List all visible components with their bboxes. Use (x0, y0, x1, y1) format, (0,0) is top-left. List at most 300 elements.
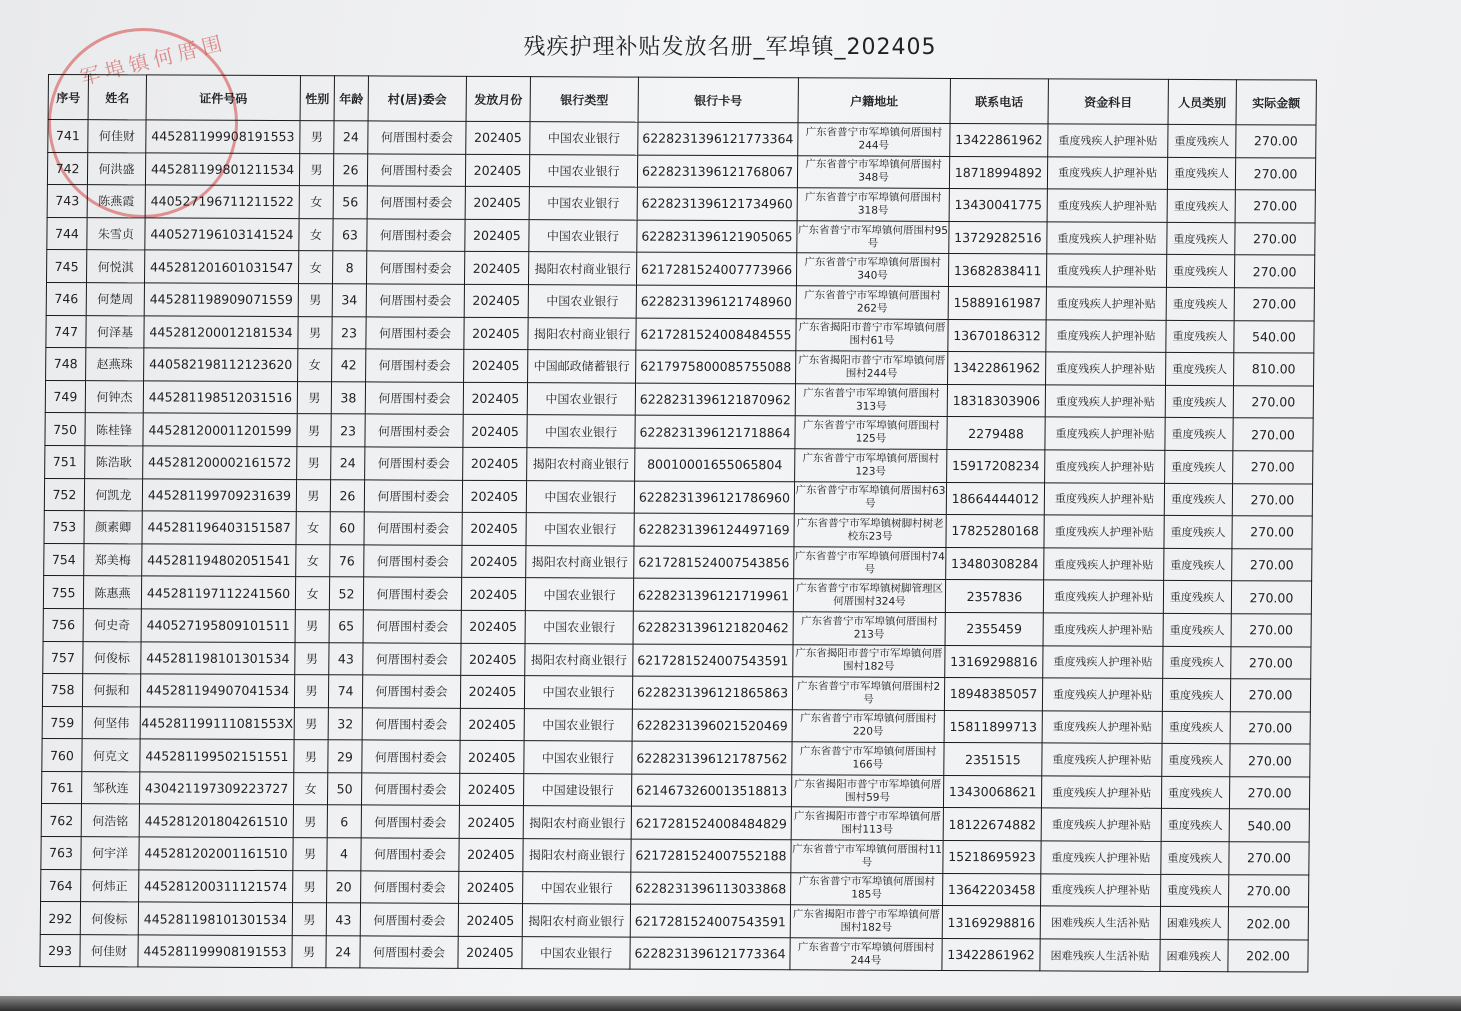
person-category-cell: 重度残疾人 (1165, 450, 1233, 483)
gender-cell: 女 (296, 544, 330, 577)
id-number-cell: 445281200011201599 (143, 413, 297, 446)
bank-type-cell: 揭阳农村商业银行 (527, 448, 635, 481)
table-row (46, 282, 1314, 320)
household-address-cell: 广东省普宁市军埠镇何厝围村166号 (792, 742, 944, 775)
fund-item-cell: 重度残疾人护理补贴 (1042, 678, 1162, 711)
phone-cell: 2279488 (947, 417, 1045, 450)
bank-card-cell: 6214673260013518813 (631, 774, 791, 807)
person-category-cell: 重度残疾人 (1166, 320, 1234, 353)
fund-item-cell: 重度残疾人护理补贴 (1042, 743, 1162, 776)
village-committee-cell: 何厝围村委会 (367, 186, 465, 219)
seq-cell: 748 (46, 348, 86, 381)
village-committee-cell: 何厝围村委会 (360, 936, 458, 969)
id-number-cell: 445281198909071559 (144, 283, 298, 316)
age-cell: 42 (332, 349, 366, 382)
issue-month-cell: 202405 (464, 252, 528, 285)
phone-cell: 18122674882 (943, 808, 1041, 841)
table-row (41, 837, 1309, 875)
person-category-cell: 重度残疾人 (1167, 157, 1235, 190)
col-age-header: 年龄 (334, 76, 368, 121)
roster-table (39, 74, 1317, 973)
phone-cell: 15889161987 (948, 286, 1046, 319)
gender-cell: 男 (294, 707, 328, 740)
table-body (40, 120, 1316, 973)
issue-month-cell: 202405 (460, 741, 524, 774)
table-row (40, 902, 1308, 940)
seq-cell: 763 (41, 837, 81, 870)
id-number-cell: 445281199502151551 (140, 739, 294, 772)
col-name-header: 姓名 (88, 75, 146, 120)
amount-cell: 270.00 (1232, 483, 1312, 516)
id-number-cell: 445281199111081553X (140, 707, 294, 740)
phone-cell: 13480308284 (946, 547, 1044, 580)
bank-type-cell: 揭阳农村商业银行 (526, 545, 634, 578)
id-number-cell: 440527196103141524 (145, 218, 299, 251)
age-cell: 50 (327, 773, 361, 806)
bank-type-cell: 中国农业银行 (527, 382, 635, 415)
amount-cell: 540.00 (1234, 320, 1314, 353)
issue-month-cell: 202405 (463, 447, 527, 480)
bank-type-cell: 中国农业银行 (525, 578, 633, 611)
age-cell: 65 (329, 610, 363, 643)
amount-cell: 270.00 (1231, 614, 1311, 647)
id-number-cell: 440582198112123620 (144, 348, 298, 381)
village-committee-cell: 何厝围村委会 (361, 805, 459, 838)
name-cell: 何楚周 (86, 283, 144, 316)
village-committee-cell: 何厝围村委会 (361, 871, 459, 904)
household-address-cell: 广东省揭阳市普宁市军埠镇何厝围村61号 (796, 318, 948, 351)
bank-card-cell: 6228231396121734960 (637, 187, 797, 220)
phone-cell: 13729282516 (949, 221, 1047, 254)
name-cell: 陈燕霞 (87, 185, 145, 218)
seq-cell: 293 (40, 934, 80, 967)
name-cell: 何凯龙 (84, 478, 142, 511)
bank-type-cell: 中国农业银行 (530, 122, 638, 155)
bank-card-cell: 6217281524007773966 (636, 252, 796, 285)
table-row (44, 543, 1312, 581)
header-row (48, 75, 1316, 126)
age-cell: 4 (327, 838, 361, 871)
seq-cell: 761 (41, 771, 81, 804)
bank-card-cell: 6217281524008484829 (631, 807, 791, 840)
issue-month-cell: 202405 (459, 806, 523, 839)
person-category-cell: 重度残疾人 (1165, 418, 1233, 451)
age-cell: 43 (326, 903, 360, 936)
seq-cell: 743 (47, 185, 87, 218)
bank-type-cell: 中国农业银行 (528, 285, 636, 318)
roster-table-container (39, 74, 1317, 973)
seq-cell: 751 (45, 445, 85, 478)
person-category-cell: 重度残疾人 (1166, 353, 1234, 386)
seq-cell: 759 (42, 706, 82, 739)
village-committee-cell: 何厝围村委会 (366, 284, 464, 317)
issue-month-cell: 202405 (458, 936, 522, 969)
village-committee-cell: 何厝围村委会 (366, 251, 464, 284)
household-address-cell: 广东省揭阳市普宁市军埠镇何厝围村113号 (791, 807, 943, 840)
col-issue-month-header: 发放月份 (466, 76, 530, 121)
age-cell: 26 (330, 479, 364, 512)
household-address-cell: 广东省普宁市军埠镇何厝围村244号 (798, 123, 950, 156)
person-category-cell: 重度残疾人 (1161, 874, 1229, 907)
amount-cell: 270.00 (1234, 255, 1314, 288)
phone-cell: 15218695923 (943, 841, 1041, 874)
household-address-cell: 广东省揭阳市普宁市军埠镇何厝围村59号 (791, 775, 943, 808)
name-cell: 陈惠燕 (83, 576, 141, 609)
gender-cell: 男 (299, 153, 333, 186)
bank-card-cell: 6217281524008484555 (636, 318, 796, 351)
gender-cell: 男 (294, 740, 328, 773)
person-category-cell: 重度残疾人 (1164, 483, 1232, 516)
gender-cell: 男 (292, 935, 326, 968)
seq-cell: 744 (47, 217, 87, 250)
col-gender-header: 性别 (300, 76, 334, 121)
id-number-cell: 445281202001161510 (139, 837, 293, 870)
person-category-cell: 重度残疾人 (1167, 222, 1235, 255)
bank-card-cell: 6228231396121768067 (637, 155, 797, 188)
person-category-cell: 重度残疾人 (1161, 809, 1229, 842)
name-cell: 何洪盛 (87, 152, 145, 185)
person-category-cell: 重度残疾人 (1167, 190, 1235, 223)
seq-cell: 747 (46, 315, 86, 348)
phone-cell: 13642203458 (943, 873, 1041, 906)
phone-cell: 13430041775 (949, 189, 1047, 222)
seq-cell: 757 (43, 641, 83, 674)
amount-cell: 202.00 (1228, 940, 1308, 973)
seq-cell: 742 (47, 152, 87, 185)
name-cell: 陈浩耿 (85, 446, 143, 479)
bank-type-cell: 中国邮政储蓄银行 (528, 350, 636, 383)
amount-cell: 270.00 (1231, 581, 1311, 614)
village-committee-cell: 何厝围村委会 (364, 479, 462, 512)
phone-cell: 13430068621 (943, 775, 1041, 808)
amount-cell: 270.00 (1232, 548, 1312, 581)
seq-cell: 292 (40, 902, 80, 935)
name-cell: 朱雪贞 (87, 217, 145, 250)
name-cell: 何浩铭 (81, 804, 139, 837)
household-address-cell: 广东省普宁市军埠镇何厝围村213号 (793, 612, 945, 645)
phone-cell: 15811899713 (944, 710, 1042, 743)
age-cell: 74 (328, 675, 362, 708)
fund-item-cell: 重度残疾人护理补贴 (1046, 319, 1166, 352)
name-cell: 何泽基 (86, 315, 144, 348)
col-seq-header: 序号 (48, 75, 88, 120)
phone-cell: 2351515 (944, 743, 1042, 776)
seq-cell: 746 (46, 282, 86, 315)
fund-item-cell: 重度残疾人护理补贴 (1046, 287, 1166, 320)
name-cell: 何史奇 (83, 609, 141, 642)
fund-item-cell: 重度残疾人护理补贴 (1046, 254, 1166, 287)
col-bank-type-header: 银行类型 (530, 77, 638, 122)
amount-cell: 270.00 (1228, 874, 1308, 907)
amount-cell: 202.00 (1228, 907, 1308, 940)
table-row (42, 674, 1310, 712)
bank-type-cell: 中国农业银行 (526, 513, 634, 546)
issue-month-cell: 202405 (465, 219, 529, 252)
table-row (45, 445, 1313, 483)
issue-month-cell: 202405 (464, 284, 528, 317)
fund-item-cell: 重度残疾人护理补贴 (1047, 189, 1167, 222)
bank-type-cell: 中国农业银行 (524, 676, 632, 709)
gender-cell: 男 (295, 610, 329, 643)
age-cell: 26 (333, 153, 367, 186)
bank-card-cell: 6228231396121773364 (630, 937, 790, 970)
table-row (46, 348, 1314, 386)
bank-card-cell: 80010001655065804 (635, 448, 795, 481)
bank-card-cell: 6228231396121787562 (632, 741, 792, 774)
village-committee-cell: 何厝围村委会 (365, 414, 463, 447)
phone-cell: 18948385057 (944, 678, 1042, 711)
person-category-cell: 重度残疾人 (1163, 581, 1231, 614)
issue-month-cell: 202405 (458, 904, 522, 937)
household-address-cell: 广东省普宁市军埠镇何厝围村125号 (795, 416, 947, 449)
household-address-cell: 广东省揭阳市普宁市军埠镇何厝围村182号 (790, 905, 942, 938)
household-address-cell: 广东省普宁市军埠镇何厝围村2号 (792, 677, 944, 710)
village-committee-cell: 何厝围村委会 (363, 610, 461, 643)
table-row (47, 185, 1315, 223)
table-row (47, 217, 1315, 255)
phone-cell: 13169298816 (942, 906, 1040, 939)
col-amount-header: 实际金额 (1236, 80, 1316, 125)
household-address-cell: 广东省普宁市军埠镇何厝围村318号 (797, 188, 949, 221)
age-cell: 20 (327, 870, 361, 903)
gender-cell: 女 (298, 349, 332, 382)
bank-card-cell: 6228231396121748960 (636, 285, 796, 318)
village-committee-cell: 何厝围村委会 (364, 512, 462, 545)
name-cell: 邹秋连 (81, 772, 139, 805)
age-cell: 63 (333, 219, 367, 252)
table-row (46, 315, 1314, 353)
household-address-cell: 广东省普宁市军埠镇何厝围村185号 (791, 872, 943, 905)
gender-cell: 男 (300, 121, 334, 154)
household-address-cell: 广东省普宁市军埠镇何厝围村74号 (794, 546, 946, 579)
age-cell: 29 (328, 740, 362, 773)
issue-month-cell: 202405 (465, 154, 529, 187)
village-committee-cell: 何厝围村委会 (365, 382, 463, 415)
household-address-cell: 广东省普宁市军埠镇何厝围村11号 (791, 840, 943, 873)
id-number-cell: 440527196711211522 (145, 185, 299, 218)
bank-card-cell: 6228231396121718864 (635, 415, 795, 448)
name-cell: 何振和 (82, 674, 140, 707)
household-address-cell: 广东省普宁市军埠镇树脚管理区何厝围村324号 (793, 579, 945, 612)
issue-month-cell: 202405 (459, 838, 523, 871)
bank-card-cell: 6217281524007543591 (630, 904, 790, 937)
table-row (42, 739, 1310, 777)
fund-item-cell: 重度残疾人护理补贴 (1046, 352, 1166, 385)
seq-cell: 754 (44, 543, 84, 576)
bank-type-cell: 揭阳农村商业银行 (523, 839, 631, 872)
seq-cell: 764 (41, 869, 81, 902)
fund-item-cell: 重度残疾人护理补贴 (1045, 417, 1165, 450)
amount-cell: 270.00 (1235, 190, 1315, 223)
age-cell: 23 (331, 414, 365, 447)
id-number-cell: 445281200311121574 (139, 870, 293, 903)
gender-cell: 男 (298, 316, 332, 349)
village-committee-cell: 何厝围村委会 (363, 577, 461, 610)
age-cell: 8 (332, 251, 366, 284)
gender-cell: 女 (299, 218, 333, 251)
table-row (41, 804, 1309, 842)
col-bank-card-header: 银行卡号 (638, 77, 798, 123)
amount-cell: 270.00 (1229, 842, 1309, 875)
seq-cell: 753 (44, 511, 84, 544)
seal-text: 军埠镇何厝围 (77, 30, 230, 90)
table-row (43, 576, 1311, 614)
gender-cell: 男 (293, 870, 327, 903)
seq-cell: 756 (43, 608, 83, 641)
gender-cell: 女 (295, 577, 329, 610)
col-person-category-header: 人员类别 (1168, 79, 1236, 124)
person-category-cell: 重度残疾人 (1166, 255, 1234, 288)
id-number-cell: 440527195809101511 (141, 609, 295, 642)
household-address-cell: 广东省普宁市军埠镇何厝围村348号 (797, 155, 949, 188)
amount-cell: 270.00 (1235, 157, 1315, 190)
bank-type-cell: 中国农业银行 (526, 480, 634, 513)
phone-cell: 15917208234 (947, 449, 1045, 482)
gender-cell: 男 (297, 414, 331, 447)
age-cell: 56 (333, 186, 367, 219)
fund-item-cell: 重度残疾人护理补贴 (1041, 776, 1161, 809)
amount-cell: 270.00 (1235, 222, 1315, 255)
table-row (40, 934, 1308, 972)
household-address-cell: 广东省普宁市军埠镇何厝围村63号 (794, 481, 946, 514)
bank-type-cell: 中国农业银行 (527, 415, 635, 448)
person-category-cell: 重度残疾人 (1166, 287, 1234, 320)
fund-item-cell: 重度残疾人护理补贴 (1041, 874, 1161, 907)
col-household-address-header: 户籍地址 (798, 78, 950, 124)
village-committee-cell: 何厝围村委会 (365, 447, 463, 480)
name-cell: 赵燕珠 (86, 348, 144, 381)
id-number-cell: 445281199801211534 (145, 153, 299, 186)
village-committee-cell: 何厝围村委会 (367, 153, 465, 186)
id-number-cell: 445281200002161572 (143, 446, 297, 479)
bank-card-cell: 6228231396113033868 (631, 872, 791, 905)
amount-cell: 270.00 (1233, 418, 1313, 451)
id-number-cell: 445281201804261510 (139, 804, 293, 837)
gender-cell: 男 (295, 642, 329, 675)
issue-month-cell: 202405 (465, 187, 529, 220)
issue-month-cell: 202405 (462, 480, 526, 513)
table-row (44, 478, 1312, 516)
age-cell: 52 (329, 577, 363, 610)
phone-cell: 13422861962 (948, 352, 1046, 385)
seq-cell: 741 (48, 120, 88, 153)
issue-month-cell: 202405 (464, 349, 528, 382)
age-cell: 43 (329, 642, 363, 675)
bank-type-cell: 中国农业银行 (529, 154, 637, 187)
bank-card-cell: 6228231396121905065 (637, 220, 797, 253)
id-number-cell: 445281201601031547 (144, 250, 298, 283)
phone-cell: 13169298816 (945, 645, 1043, 678)
household-address-cell: 广东省揭阳市普宁市军埠镇何厝围村244号 (796, 351, 948, 384)
id-number-cell: 445281198101301534 (141, 641, 295, 674)
person-category-cell: 重度残疾人 (1163, 613, 1231, 646)
household-address-cell: 广东省普宁市军埠镇树脚村树老校东23号 (794, 514, 946, 547)
village-committee-cell: 何厝围村委会 (361, 838, 459, 871)
name-cell: 何炜正 (81, 869, 139, 902)
household-address-cell: 广东省普宁市军埠镇何厝围村123号 (795, 449, 947, 482)
village-committee-cell: 何厝围村委会 (366, 316, 464, 349)
person-category-cell: 重度残疾人 (1162, 744, 1230, 777)
fund-item-cell: 重度残疾人护理补贴 (1043, 613, 1163, 646)
village-committee-cell: 何厝围村委会 (367, 219, 465, 252)
bank-type-cell: 揭阳农村商业银行 (528, 317, 636, 350)
table-row (48, 120, 1316, 158)
phone-cell: 13670186312 (948, 319, 1046, 352)
table-row (43, 641, 1311, 679)
fund-item-cell: 重度残疾人护理补贴 (1043, 645, 1163, 678)
bank-card-cell: 6217975800085755088 (636, 350, 796, 383)
village-committee-cell: 何厝围村委会 (362, 740, 460, 773)
age-cell: 34 (332, 284, 366, 317)
seq-cell: 749 (45, 380, 85, 413)
person-category-cell: 重度残疾人 (1161, 776, 1229, 809)
fund-item-cell: 重度残疾人护理补贴 (1044, 515, 1164, 548)
id-number-cell: 445281196403151587 (142, 511, 296, 544)
name-cell: 何坚伟 (82, 706, 140, 739)
age-cell: 32 (328, 707, 362, 740)
phone-cell: 2357836 (945, 580, 1043, 613)
phone-cell: 13422861962 (950, 123, 1048, 156)
gender-cell: 男 (296, 479, 330, 512)
table-row (45, 413, 1313, 451)
gender-cell: 男 (298, 284, 332, 317)
person-category-cell: 重度残疾人 (1164, 548, 1232, 581)
household-address-cell: 广东省普宁市军埠镇何厝围村340号 (796, 253, 948, 286)
bank-type-cell: 揭阳农村商业银行 (523, 806, 631, 839)
bank-card-cell: 6217281524007552188 (631, 839, 791, 872)
issue-month-cell: 202405 (466, 121, 530, 154)
person-category-cell: 重度残疾人 (1168, 124, 1236, 157)
name-cell: 何悦淇 (86, 250, 144, 283)
fund-item-cell: 重度残疾人护理补贴 (1042, 711, 1162, 744)
person-category-cell: 重度残疾人 (1164, 516, 1232, 549)
bank-type-cell: 揭阳农村商业银行 (525, 643, 633, 676)
bank-type-cell: 中国农业银行 (529, 187, 637, 220)
col-village-committee-header: 村(居)委会 (368, 76, 466, 121)
name-cell: 何宇洋 (81, 837, 139, 870)
person-category-cell: 重度残疾人 (1161, 841, 1229, 874)
id-number-cell: 445281199908191553 (146, 120, 300, 153)
phone-cell: 18718994892 (949, 156, 1047, 189)
amount-cell: 270.00 (1232, 516, 1312, 549)
household-address-cell: 广东省揭阳市普宁市军埠镇何厝围村182号 (793, 644, 945, 677)
issue-month-cell: 202405 (464, 317, 528, 350)
issue-month-cell: 202405 (462, 512, 526, 545)
bank-type-cell: 中国农业银行 (525, 611, 633, 644)
phone-cell: 17825280168 (946, 515, 1044, 548)
bank-card-cell: 6228231396121773364 (638, 122, 798, 155)
amount-cell: 270.00 (1230, 744, 1310, 777)
issue-month-cell: 202405 (461, 610, 525, 643)
amount-cell: 270.00 (1236, 125, 1316, 158)
amount-cell: 270.00 (1231, 646, 1311, 679)
issue-month-cell: 202405 (461, 578, 525, 611)
gender-cell: 男 (292, 903, 326, 936)
bank-card-cell: 6228231396124497169 (634, 513, 794, 546)
fund-item-cell: 重度残疾人护理补贴 (1047, 222, 1167, 255)
fund-item-cell: 困难残疾人生活补贴 (1040, 939, 1160, 972)
age-cell: 23 (332, 316, 366, 349)
name-cell: 陈桂锋 (85, 413, 143, 446)
id-number-cell: 445281199709231639 (142, 478, 296, 511)
name-cell: 何俊标 (80, 902, 138, 935)
issue-month-cell: 202405 (460, 708, 524, 741)
table-row (46, 250, 1314, 288)
seq-cell: 745 (46, 250, 86, 283)
fund-item-cell: 重度残疾人护理补贴 (1044, 548, 1164, 581)
name-cell: 何佳财 (80, 935, 138, 968)
table-row (45, 380, 1313, 418)
